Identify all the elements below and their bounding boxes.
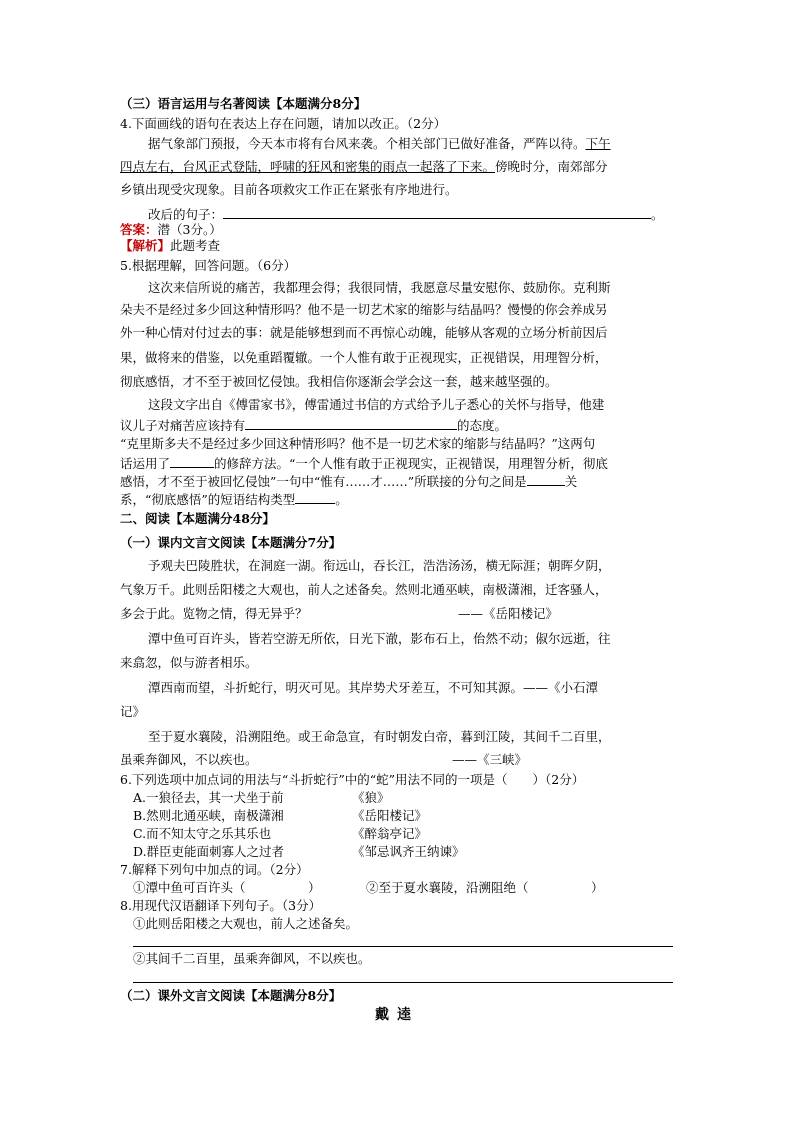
q4-revised-line: 改后的句子： 。 (148, 207, 664, 222)
q4-stem: 4.下面画线的语句在表达上存在问题，请加以改正。（2分） (120, 116, 447, 131)
q5-passage-line-4: 果，做将来的借鉴，以免重蹈覆辙。一个人惟有敢于正视现实，正视错误，用理智分析， (120, 350, 608, 365)
q6-stem: 6.下列选项中加点词的用法与“斗折蛇行”中的“蛇”用法不同的一项是（ ）（2分） (120, 772, 585, 787)
q6-option-a: A.一狼径去，其一犬坐于前 (133, 790, 284, 805)
q5-question-line-3: “克里斯多夫不是经过多少回这种情形吗？他不是一切艺术家的缩影与结晶吗？”这两句 (120, 436, 596, 451)
q6-option-c: C.而不知太守之乐其乐也 (133, 826, 272, 841)
q7-item-2: ②至于夏水襄陵，沿溯阻绝（ ） (366, 880, 604, 895)
q5-question-line-2: 议儿子对痛苦应该持有 的态度。 (120, 418, 508, 433)
classical-text-line-9: 虽乘奔御风，不以疾也。 (120, 752, 258, 767)
q4-analysis: 【解析】此题考查 (120, 238, 221, 253)
q7-item-1: ①潭中鱼可百许头（ ） (133, 880, 321, 895)
q6-option-d-source: 《邹忌讽齐王纳谏》 (352, 844, 465, 859)
q5-passage-line-1: 这次来信所说的痛苦，我都理会得；我很同情，我愿意尽量安慰你、鼓励你。克利斯 (148, 280, 611, 295)
q8-item-2: ②其间千二百里，虽乘奔御风，不以疾也。 (133, 951, 371, 966)
q5-passage-line-3: 外一种心情对付过去的事：就是能够想到而不再惊心动魄，能够从客观的立场分析前因后 (120, 325, 608, 340)
classical-text-line-7: 记》 (120, 704, 146, 719)
subsection-heading-2: （二）课外文言文阅读【本题满分8分】 (120, 988, 342, 1003)
q6-option-b: B.然则北通巫峡，南极潇湘 (133, 808, 284, 823)
q5-question-line-1: 这段文字出自《傅雷家书》，傅雷通过书信的方式给予儿子悉心的关怀与指导，他建 (148, 397, 605, 412)
q8-item-1: ①此则岳阳楼之大观也，前人之述备矣。 (133, 916, 359, 931)
q5-passage-line-2: 朵夫不是经过多少回这种情形吗？他不是一切艺术家的缩影与结晶吗？慢慢的你会养成另 (120, 302, 608, 317)
q6-option-d: D.群臣吏能面刺寡人之过者 (133, 844, 285, 859)
answer-line-2[interactable] (133, 982, 673, 983)
subsection-heading-1: （一）课内文言文阅读【本题满分7分】 (120, 535, 342, 550)
q4-answer: 答案：潜（3分。） (120, 222, 222, 237)
section-heading-3: （三）语言运用与名著阅读【本题满分8分】 (120, 96, 367, 111)
classical-text-line-6: 潭西南而望，斗折蛇行，明灭可见。其岸势犬牙差互，不可知其源。——《小石潭 (148, 680, 599, 695)
source-sanxia: ——《三峡》 (452, 752, 528, 767)
passage-title: 戴逵 (375, 1007, 419, 1023)
classical-text-line-4: 潭中鱼可百许头，皆若空游无所依，日光下澈，影布石上，佁然不动；俶尔远逝，往 (148, 631, 611, 646)
q7-stem: 7.解释下列句中加点的词。（2分） (120, 862, 309, 877)
q5-question-line-4: 话运用了 的修辞方法。“一个人惟有敢于正视现实，正视错误，用理智分析，彻底 (120, 456, 608, 471)
classical-text-line-3: 多会于此。览物之情，得无异乎？ (120, 606, 308, 621)
q5-question-line-6: 系，“彻底感悟”的短语结构类型 。 (120, 492, 348, 507)
q5-passage-line-5: 彻底感悟，才不至于被回忆侵蚀。我相信你逐渐会学会这一套，越来越坚强的。 (120, 374, 558, 389)
classical-text-line-8: 至于夏水襄陵，沿溯阻绝。或王命急宣，有时朝发白帝，暮到江陵，其间千二百里， (148, 729, 611, 744)
source-yueyanglou: ——《岳阳楼记》 (458, 606, 559, 621)
q4-passage-line-2: 四点左右，台风正式登陆，呼啸的狂风和密集的雨点一起落了下来。傍晚时分，南郊部分 (120, 159, 608, 174)
q5-question-line-5: 感悟，才不至于被回忆侵蚀”一句中“惟有……才……”所联接的分句之间是 关 (120, 474, 578, 489)
q4-passage-line-3: 乡镇出现受灾现象。目前各项救灾工作正在紧张有序地进行。 (120, 182, 458, 197)
q6-option-a-source: 《狼》 (352, 790, 390, 805)
q6-option-c-source: 《醉翁亭记》 (352, 826, 428, 841)
classical-text-line-5: 来翕忽，似与游者相乐。 (120, 655, 258, 670)
answer-line-1[interactable] (133, 946, 673, 947)
classical-text-line-1: 予观夫巴陵胜状，在洞庭一湖。衔远山，吞长江，浩浩汤汤，横无际涯；朝晖夕阴， (148, 558, 611, 573)
q6-option-b-source: 《岳阳楼记》 (352, 808, 428, 823)
q5-stem: 5.根据理解，回答问题。（6分） (120, 258, 297, 273)
q8-stem: 8.用现代汉语翻译下列句子。（3分） (120, 898, 322, 913)
classical-text-line-2: 气象万千。此则岳阳楼之大观也，前人之述备矣。然则北通巫峡，南极潇湘，迁客骚人， (120, 582, 608, 597)
section-heading-2: 二、阅读【本题满分48分】 (120, 511, 275, 526)
q4-passage-line-1: 据气象部门预报，今天本市将有台风来袭。个相关部门已做好准备，严阵以待。下午 (148, 136, 611, 151)
